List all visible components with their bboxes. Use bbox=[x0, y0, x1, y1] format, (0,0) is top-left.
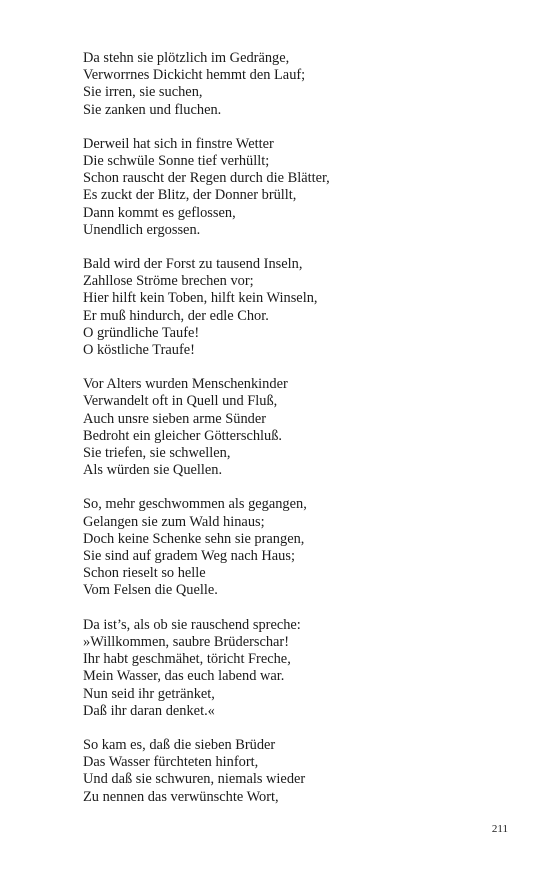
poem-line: Verworrnes Dickicht hemmt den Lauf; bbox=[83, 67, 306, 84]
poem-line: Nun seid ihr getränket, bbox=[83, 685, 215, 702]
poem-line: Daß ihr daran denket.« bbox=[83, 702, 215, 719]
poem-line: Hier hilft kein Toben, hilft kein Winseln, bbox=[83, 290, 318, 307]
stanza bbox=[83, 256, 523, 359]
poem-line: Als würden sie Quellen. bbox=[83, 462, 223, 479]
poem-line: Derweil hat sich in finstre Wetter bbox=[83, 135, 274, 152]
poem-line: Mein Wasser, das euch labend war. bbox=[83, 668, 285, 685]
poem-line: Vom Felsen die Quelle. bbox=[83, 582, 218, 599]
poem-line: Sie triefen, sie schwellen, bbox=[83, 445, 231, 462]
poem-line: O gründliche Taufe! bbox=[83, 324, 200, 341]
stanza bbox=[83, 496, 523, 599]
poem-line: Vor Alters wurden Menschenkinder bbox=[83, 376, 288, 393]
page-number: 211 bbox=[491, 823, 508, 835]
poem-line: Die schwüle Sonne tief verhüllt; bbox=[83, 153, 270, 170]
poem-line: Und daß sie schwuren, niemals wieder bbox=[83, 771, 306, 788]
poem-line: Schon rauscht der Regen durch die Blätter, bbox=[83, 170, 330, 187]
poem-line: So kam es, daß die sieben Brüder bbox=[83, 736, 276, 753]
poem-line: Er muß hindurch, der edle Chor. bbox=[83, 307, 269, 324]
poem-line: Das Wasser fürchteten hinfort, bbox=[83, 754, 259, 771]
poem-line: Gelangen sie zum Wald hinaus; bbox=[83, 513, 265, 530]
poem-line: So, mehr geschwommen als gegangen, bbox=[83, 496, 307, 513]
stanza bbox=[83, 737, 523, 806]
poem-line: Unendlich ergossen. bbox=[83, 221, 201, 238]
poem-line: Zu nennen das verwünschte Wort, bbox=[83, 788, 279, 805]
poem-text bbox=[83, 50, 523, 823]
stanza bbox=[83, 50, 523, 119]
poem-line: Schon rieselt so helle bbox=[83, 565, 206, 582]
poem-line: Da stehn sie plötzlich im Gedränge, bbox=[83, 50, 290, 66]
poem-line: Verwandelt oft in Quell und Fluß, bbox=[83, 393, 278, 410]
poem-line: Sie irren, sie suchen, bbox=[83, 84, 203, 101]
poem-line: Bedroht ein gleicher Götterschluß. bbox=[83, 427, 283, 444]
poem-line: Dann kommt es geflossen, bbox=[83, 204, 236, 221]
stanza bbox=[83, 376, 523, 479]
poem-line: Sie sind auf gradem Weg nach Haus; bbox=[83, 548, 295, 565]
poem-line: »Willkommen, saubre Brüderschar! bbox=[83, 633, 290, 650]
poem-line: Bald wird der Forst zu tausend Inseln, bbox=[83, 256, 303, 273]
poem-line: O köstliche Traufe! bbox=[83, 342, 195, 359]
poem-line: Es zuckt der Blitz, der Donner brüllt, bbox=[83, 187, 297, 204]
stanza bbox=[83, 136, 523, 239]
poem-line: Ihr habt geschmähet, töricht Freche, bbox=[83, 651, 291, 668]
poem-line: Doch keine Schenke sehn sie prangen, bbox=[83, 530, 305, 547]
poem-line: Auch unsre sieben arme Sünder bbox=[83, 410, 267, 427]
poem-line: Zahllose Ströme brechen vor; bbox=[83, 273, 254, 290]
stanza bbox=[83, 617, 523, 720]
poem-line: Sie zanken und fluchen. bbox=[83, 101, 222, 118]
poem-line: Da ist’s, als ob sie rauschend spreche: bbox=[83, 616, 301, 633]
